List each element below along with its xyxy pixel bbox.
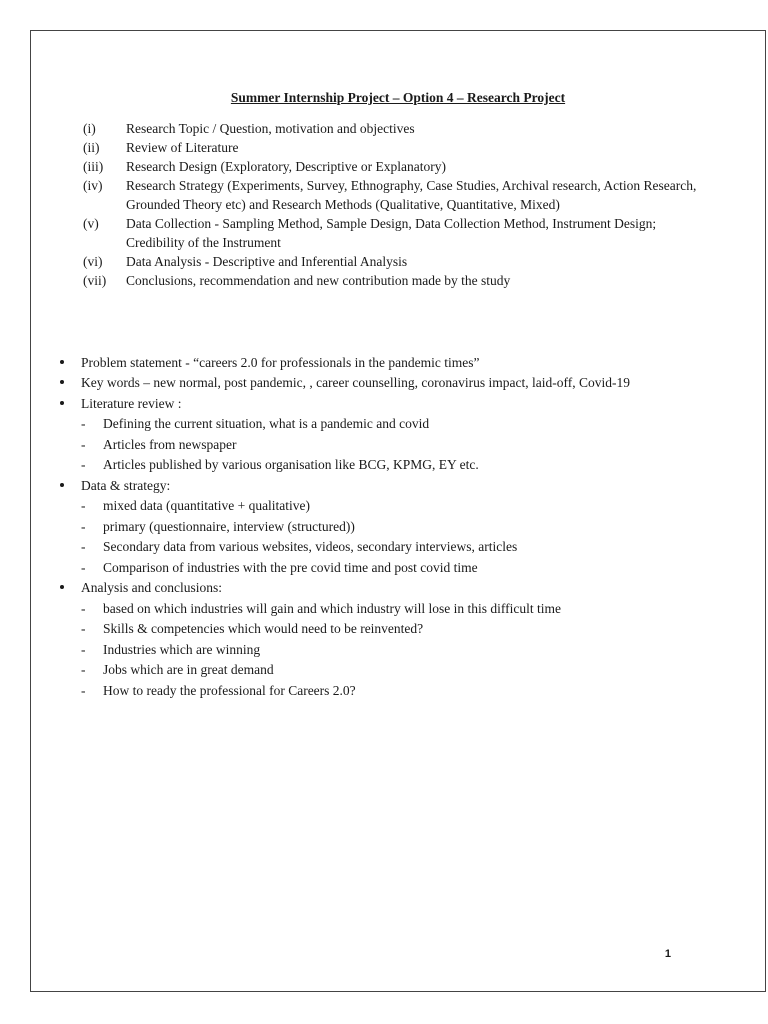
sub-list [81,599,693,700]
bullet-icon [53,373,81,392]
sub-item [81,435,693,454]
sub-item [81,640,693,659]
dash-marker: - [81,641,86,657]
dash-marker: - [81,416,86,431]
dash-marker: - [81,682,86,698]
dash-marker: - [81,539,86,554]
outline-item-text: Research Topic / Question, motivation and objectives [126,121,415,136]
dash-marker: - [81,518,86,534]
sub-item [81,414,693,433]
bullet-item [53,476,693,495]
document-page [30,30,766,992]
outline-item [83,119,703,138]
outline-item-text: Conclusions, recommendation and new contribution made by the study [126,273,511,288]
outline-item [83,176,703,214]
bullet-group [53,578,693,700]
outline-item-text: Review of Literature [126,140,239,155]
bullet-item [53,373,693,392]
dash-marker: - [81,600,86,616]
bullet-icon [53,578,81,597]
dash-marker: - [81,662,86,677]
outline-item [83,252,703,271]
dash-marker: - [81,498,86,513]
outline-item-number: (vii) [83,273,107,288]
bullet-group [53,353,693,372]
outline-item [83,157,703,176]
bullet-item [53,578,693,597]
sub-item-text: Comparison of industries with the pre covid time and post covid time [103,559,478,575]
sub-item-text: Industries which are winning [103,641,261,657]
bullet-icon [53,394,81,413]
sub-item [81,455,693,474]
outline-item-text: Data Collection - Sampling Method, Sample Design, Data Collection Method, Instrument Design; Credibility of the Instrument [126,216,657,250]
page-number: 1 [664,948,671,960]
sub-item-text: Articles published by various organisation like BCG, KPMG, EY etc. [103,457,479,472]
dash-marker: - [81,436,86,452]
sub-item-text: Skills & competencies which would need to be reinvented? [103,621,424,636]
sub-item-text: Defining the current situation, what is a pandemic and covid [103,416,430,431]
outline-item-number: (ii) [83,140,100,155]
research-outline-list [83,119,703,290]
sub-item [81,660,693,679]
outline-item-text: Data Analysis - Descriptive and Inferential Analysis [126,254,408,269]
sub-item-text: based on which industries will gain and which industry will lose in this difficult time [103,600,561,616]
bullet-group [53,373,693,392]
sub-item-text: mixed data (quantitative + qualitative) [103,498,311,513]
outline-item [83,271,703,290]
bullet-group [53,476,693,577]
bullet-icon [53,476,81,495]
outline-item-number: (v) [83,216,99,231]
bullet-text: Problem statement - “careers 2.0 for professionals in the pandemic times” [81,354,480,370]
outline-item [83,138,703,157]
sub-item [81,619,693,638]
bullet-item [53,353,693,372]
bullet-text: Analysis and conclusions: [81,580,222,595]
outline-item-number: (vi) [83,254,103,269]
document-title: Summer Internship Project – Option 4 – Research Project [230,90,566,105]
outline-item-number: (iv) [83,178,103,193]
outline-item-number: (iii) [83,159,104,174]
bullet-text: Data & strategy: [81,477,171,493]
sub-list [81,414,693,474]
sub-item [81,558,693,577]
sub-item [81,599,693,618]
dash-marker: - [81,559,86,575]
bullet-text: Key words – new normal, post pandemic, , career counselling, coronavirus impact, laid-off, Covid-19 [81,375,630,390]
sub-item [81,517,693,536]
project-notes-list [53,351,693,701]
sub-item-text: How to ready the professional for Careers 2.0? [103,682,356,698]
dash-marker: - [81,621,86,636]
bullet-item [53,394,693,413]
sub-list [81,496,693,577]
outline-item-number: (i) [83,121,96,136]
sub-item [81,681,693,700]
bullet-group [53,394,693,475]
sub-item-text: Jobs which are in great demand [103,662,274,677]
dash-marker: - [81,457,86,472]
sub-item-text: primary (questionnaire, interview (structured)) [103,518,355,534]
bullet-text: Literature review : [81,395,182,411]
sub-item [81,496,693,515]
sub-item-text: Articles from newspaper [103,436,237,452]
outline-item-text: Research Design (Exploratory, Descriptive or Explanatory) [126,159,447,174]
outline-item-text: Research Strategy (Experiments, Survey, Ethnography, Case Studies, Archival research, Action Research, Grounded Theory etc) and Research Methods (Qualitative, Quantitative, Mixed) [126,178,697,212]
bullet-icon [53,353,81,372]
sub-item-text: Secondary data from various websites, videos, secondary interviews, articles [103,539,518,554]
outline-item [83,214,703,252]
sub-item [81,537,693,556]
